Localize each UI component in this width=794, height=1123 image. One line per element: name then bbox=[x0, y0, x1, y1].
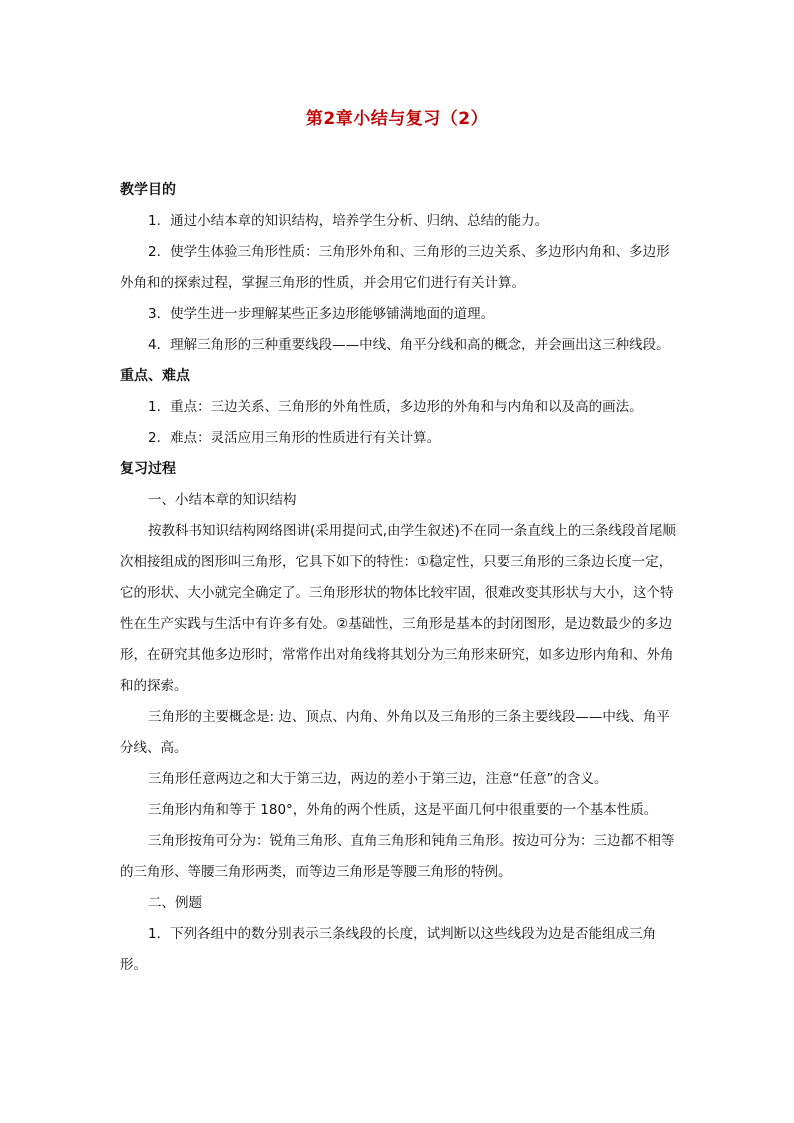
goal-item-4: 4．理解三角形的三种重要线段——中线、角平分线和高的概念，并会画出这三种线段。 bbox=[148, 337, 670, 353]
section-heading-review-process: 复习过程 bbox=[120, 461, 176, 477]
review-subheading-examples: 二、例题 bbox=[148, 895, 202, 911]
document-body bbox=[120, 175, 680, 981]
section-heading-key-points: 重点、难点 bbox=[120, 368, 190, 384]
review-paragraph-definition: 按教科书知识结构网络图讲(采用提问式,由学生叙述)不在同一条直线上的三条线段首尾顺次相接组成的图形叫三角形，它具下如下的特性：①稳定性，只要三角形的三条边长度一定，它的形状、大小就完全确定了。三角形形状的物体比较牢固，很难改变其形状与大小，这个特性在生产实践与生活中有许多有处。②基础性，三角形是基本的封闭图形，是边数最少的多边形，在研究其他多边形时，常常作出对角线将其划分为三角形来研究，如多边形内角和、外角和的探索。 bbox=[120, 523, 676, 694]
goal-item-1: 1．通过小结本章的知识结构，培养学生分析、归纳、总结的能力。 bbox=[148, 213, 549, 229]
key-point-item-2: 2．难点：灵活应用三角形的性质进行有关计算。 bbox=[148, 430, 441, 446]
section-heading-teaching-goals: 教学目的 bbox=[120, 182, 176, 198]
goal-item-3: 3．使学生进一步理解某些正多边形能够铺满地面的道理。 bbox=[148, 306, 495, 322]
key-point-item-1: 1．重点：三边关系、三角形的外角性质，多边形的外角和与内角和以及高的画法。 bbox=[148, 399, 643, 415]
example-item-1: 1．下列各组中的数分别表示三条线段的长度，试判断以这些线段为边是否能组成三角形。 bbox=[120, 926, 657, 973]
review-paragraph-classification: 三角形按角可分为：锐角三角形、直角三角形和钝角三角形。按边可分为：三边都不相等的三角形、等腰三角形两类，而等边三角形是等腰三角形的特例。 bbox=[120, 833, 675, 880]
review-paragraph-angle-sum: 三角形内角和等于 180°，外角的两个性质，这是平面几何中很重要的一个基本性质。 bbox=[148, 802, 658, 818]
review-subheading-structure: 一、小结本章的知识结构 bbox=[148, 492, 297, 508]
goal-item-2: 2．使学生体验三角形性质：三角形外角和、三角形的三边关系、多边形内角和、多边形外角和的探索过程，掌握三角形的性质，并会用它们进行有关计算。 bbox=[120, 244, 670, 291]
page-title: 第2章小结与复习（2） bbox=[305, 109, 489, 129]
review-paragraph-side-relation: 三角形任意两边之和大于第三边，两边的差小于第三边，注意“任意”的含义。 bbox=[148, 771, 608, 787]
review-paragraph-concepts: 三角形的主要概念是: 边、顶点、内角、外角以及三角形的三条主要线段——中线、角平分线、高。 bbox=[120, 709, 670, 756]
